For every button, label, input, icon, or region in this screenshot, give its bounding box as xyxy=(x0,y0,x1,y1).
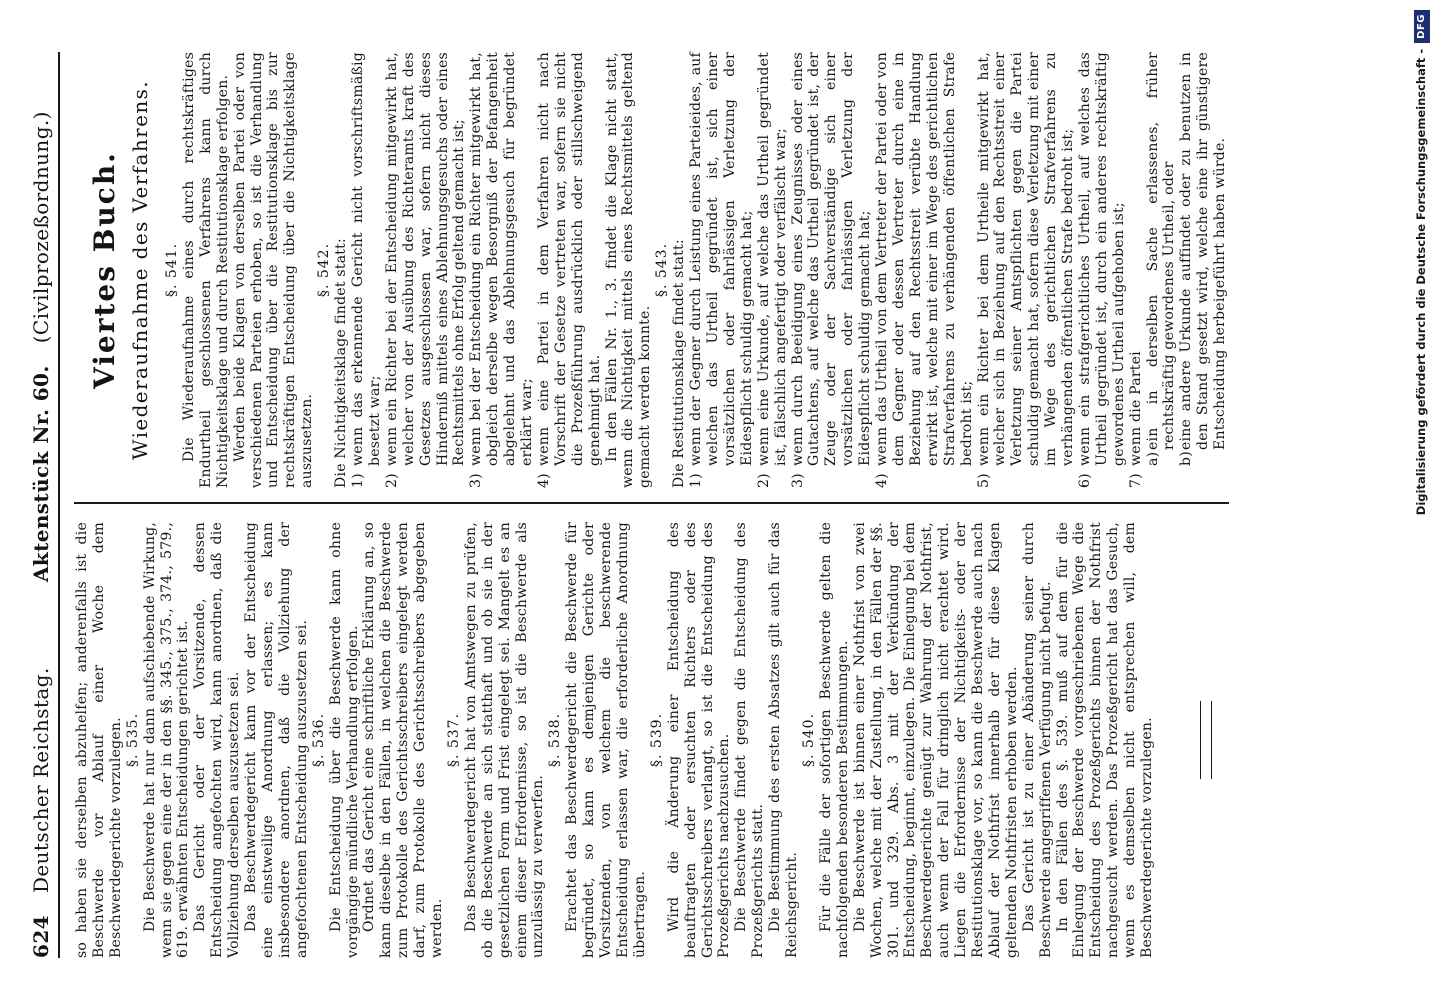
section-heading: §. 542. xyxy=(316,242,333,298)
imprint-text: Digitalisierung gefördert durch die Deutsche Forschungsgemeinschaft - xyxy=(1414,48,1428,516)
list-subitem xyxy=(1178,52,1229,488)
document-page xyxy=(8,8,1400,992)
paragraph: Das Gericht oder der Vorsitzende, dessen Entscheidung angefochten wird, kann anordnen, daß die Vollziehung derselben auszusetzen sei. xyxy=(192,522,243,958)
section-heading: §. 537. xyxy=(445,712,462,768)
page-number: 624 xyxy=(29,915,53,958)
list-item xyxy=(756,52,790,488)
paragraph: Die Bestimmung des ersten Absatzes gilt auch für das Reichsgericht. xyxy=(767,522,801,958)
list-number: 7) xyxy=(1127,473,1144,488)
list-text: wenn eine Partei in dem Verfahren nicht nach Vorschrift der Gesetze vertreten war, sofern sie nicht die Prozeßführung ausdrücklich oder stillschweigend genehmigt hat. xyxy=(535,52,603,466)
dfg-logo: DFG xyxy=(1414,10,1430,43)
section-heading: §. 541. xyxy=(164,242,180,298)
section-heading: §. 543. xyxy=(654,242,671,298)
paragraph: Erachtet das Beschwerdegericht die Beschwerde für begründet, so kann es demjenigen Gerichte oder Vorsitzenden, von welchem die beschwerende Entscheidung erlassen war, die erforderliche Anordnung übertragen. xyxy=(564,522,648,958)
list-number: 2) xyxy=(755,473,772,488)
book-subtitle: Wiederaufnahme des Verfahrens. xyxy=(128,79,152,461)
section-heading: §. 539. xyxy=(648,712,665,768)
list-text: wenn die Partei xyxy=(1127,351,1144,466)
list-number: 3) xyxy=(789,473,806,488)
digitization-imprint xyxy=(1408,4,1432,994)
list-item xyxy=(384,52,469,488)
list-text: eine andere Urkunde auffindet oder zu benutzen in den Stand gesetzt wird, welche eine ihr günstigere Entscheidung herbeigeführt haben würde. xyxy=(1178,52,1229,450)
list-number: 3) xyxy=(468,473,485,488)
left-column xyxy=(74,516,1212,958)
closing-rule xyxy=(1211,701,1212,779)
list-item xyxy=(536,52,604,488)
paragraph: Ordnet das Gericht eine schriftliche Erklärung an, so kann dieselbe in den Fällen, in welchen die Beschwerde zum Protokolle des Gerichtsschreibers eingelegt werden darf, zum Protokolle des Gerichtsschreibers abgegeben werden. xyxy=(361,522,446,958)
list-letter: a) xyxy=(1144,451,1161,466)
list-number: 5) xyxy=(975,473,992,488)
paragraph: In den Fällen des §. 539. muß auf dem für die Einlegung der Beschwerde vorgeschriebenen Wege die Entscheidung des Prozeßgerichts binnen der Nothfrist nachgesucht werden. Das Prozeßgericht hat das Gesuch, wenn es demselben nicht entsprechen will, dem Beschwerdegerichte vorzulegen. xyxy=(1054,522,1156,958)
document-number: Aktenstück Nr. 60. xyxy=(29,365,53,583)
list-text: ein in derselben Sache erlassenes, früher rechtskräftig gewordenes Urtheil, oder xyxy=(1144,52,1178,450)
paragraph: Wird die Änderung einer Entscheidung des beauftragten oder ersuchten Richters oder des Gerichtsschreibers verlangt, so ist die Entscheidung des Prozeßgerichts nachzusuchen. xyxy=(665,522,733,958)
paragraph: Die Beschwerde ist binnen einer Nothfrist von zwei Wochen, welche mit der Zustellung, in den Fällen der §§. 301. und 329. Abs. 3 mit der Verkündung der Entscheidung, beginnt, einzulegen. Die Einlegung bei dem Beschwerdegerichte genügt zur Wahrung der Nothfrist, auch wenn der Fall für dringlich nicht erachtet wird. Liegen die Erfordernisse der Nichtigkeits- oder der Restitutionsklage vor, so kann die Beschwerde auch nach Ablauf der Nothfrist innerhalb der für diese Klagen geltenden Nothfristen erhoben werden. xyxy=(851,522,1020,958)
list-number: 1) xyxy=(688,473,705,488)
list-text: wenn ein strafgerichtliches Urtheil, auf welches das Urtheil gegründet ist, durch ein anderes rechtskräftig gewordenes Urtheil aufgehoben ist; xyxy=(1076,52,1127,466)
paragraph: Das Gericht ist zu einer Abänderung seiner durch Beschwerde angegriffenen Verfügung nicht befugt. xyxy=(1020,522,1054,958)
section-heading: §. 536. xyxy=(310,712,327,768)
list-item xyxy=(350,52,384,488)
paragraph: Das Beschwerdegericht hat von Amtswegen zu prüfen, ob die Beschwerde an sich statthaft und ob sie in der gesetzlichen Form und Frist eingelegt sei. Mangelt es an einem dieser Erfordernisse, so ist die Beschwerde als unzulässig zu verwerfen. xyxy=(462,522,547,958)
paragraph: Das Beschwerdegericht kann vor der Entscheidung eine einstweilige Anordnung erlassen; es kann insbesondere anordnen, daß die Vollziehung der angefochtenen Entscheidung auszusetzen sei. xyxy=(243,522,310,958)
list-number: 2) xyxy=(383,473,400,488)
section-heading: §. 535. xyxy=(124,712,141,768)
list-item xyxy=(976,52,1077,488)
paragraph: Die Restitutionsklage findet statt: xyxy=(671,239,688,488)
paragraph: Die Entscheidung über die Beschwerde kann ohne vorgängige mündliche Verhandlung erfolgen. xyxy=(327,522,361,958)
section-heading: §. 540. xyxy=(800,712,817,768)
section-heading: §. 538. xyxy=(547,712,564,768)
list-number: 6) xyxy=(1076,473,1093,488)
paragraph: Die Wiederaufnahme eines durch rechtskräftiges Endurtheil geschlossenen Verfahrens kann durch Nichtigkeitsklage und durch Restitutionsklage erfolgen. xyxy=(180,52,231,488)
list-item xyxy=(790,52,875,488)
list-text: wenn der Gegner durch Leistung eines Parteieides, auf welchen das Urtheil gegründet ist, sich einer vorsätzlichen oder fahrlässigen Verletzung der Eidespflicht schuldig gemacht hat; xyxy=(688,52,755,466)
publication-title: Deutscher Reichstag. xyxy=(29,667,53,894)
paragraph: so haben sie derselben abzuhelfen; anderenfalls ist die Beschwerde vor Ablauf einer Woche dem Beschwerdegerichte vorzulegen. xyxy=(74,522,124,958)
list-item xyxy=(468,52,536,488)
paragraph: Werden beide Klagen von derselben Partei oder von verschiedenen Parteien erhoben, so ist die Verhandlung und Entscheidung über die Restitutionsklage bis zur rechtskräftigen Entscheidung über die Nichtigkeitsklage auszusetzen. xyxy=(231,52,316,488)
list-text: wenn ein Richter bei dem Urtheile mitgewirkt hat, welcher sich in Beziehung auf den Rechtsstreit einer Verletzung seiner Amtspflichten gegen die Partei schuldig gemacht hat, sofern diese Verletzung mit einer im Wege des gerichtlichen Strafverfahrens zu verhängenden öffentlichen Strafe bedroht ist; xyxy=(975,52,1077,466)
right-column xyxy=(74,52,1229,504)
list-text: wenn bei der Entscheidung ein Richter mitgewirkt hat, obgleich derselbe wegen Besorgniß der Befangenheit abgelehnt und das Ablehnungsgesuch für begründet erklärt war; xyxy=(468,52,536,466)
list-item xyxy=(1077,52,1128,488)
list-text: wenn das erkennende Gericht nicht vorschriftsmäßig besetzt war; xyxy=(349,52,383,466)
paragraph: Die Beschwerde hat nur dann aufschiebende Wirkung, wenn sie gegen eine der in den §§. 345., 375., 374., 579., 619. erwähnten Entscheidungen gerichtet ist. xyxy=(141,522,192,958)
paragraph: In den Fällen Nr. 1., 3. findet die Klage nicht statt, wenn die Nichtigkeit mittels eines Rechtsmittels geltend gemacht werden konnte. xyxy=(603,52,654,488)
closing-rule xyxy=(1200,701,1201,779)
paragraph: Die Beschwerde findet gegen die Entscheidung des Prozeßgerichts statt. xyxy=(733,522,767,958)
list-text: wenn ein Richter bei der Entscheidung mitgewirkt hat, welcher von der Ausübung des Richteramts kraft des Gesetzes ausgeschlossen war, sofern nicht dieses Hinderniß mittels eines Ablehnungsgesuchs oder eines Rechtsmittels ohne Erfolg geltend gemacht ist; xyxy=(383,52,468,466)
list-letter: b) xyxy=(1178,451,1195,466)
list-number: 4) xyxy=(535,473,552,488)
list-item xyxy=(688,52,756,488)
document-topic: (Civilprozeßordnung.) xyxy=(29,111,53,344)
list-number: 1) xyxy=(349,473,366,488)
list-text: wenn eine Urkunde, auf welche das Urtheil gegründet ist, fälschlich angefertigt oder verfälscht war; xyxy=(755,52,789,466)
list-item xyxy=(1128,52,1145,488)
list-item xyxy=(874,52,975,488)
list-text: wenn durch Beeidigung eines Zeugnisses oder eines Gutachtens, auf welche das Urtheil gegründet ist, der Zeuge oder der Sachverständige sich einer vorsätzlichen oder fahrlässigen Verletzung der Eidespflicht schuldig gemacht hat; xyxy=(789,52,874,466)
paragraph: Für die Fälle der sofortigen Beschwerde gelten die nachfolgenden besonderen Bestimmungen. xyxy=(817,522,851,958)
list-number: 4) xyxy=(874,473,891,488)
book-title: Viertes Buch. xyxy=(88,151,121,389)
running-head xyxy=(28,52,60,958)
list-text: wenn das Urtheil von dem Vertreter der Partei oder von dem Gegner oder dessen Vertreter durch eine in Beziehung auf den Rechtsstreit verübte Handlung erwirkt ist, welche mit einer im Wege des gerichtlichen Strafverfahrens zu verhängenden öffentlichen Strafe bedroht ist; xyxy=(874,52,975,466)
paragraph: Die Nichtigkeitsklage findet statt: xyxy=(333,237,350,488)
list-subitem xyxy=(1145,52,1179,488)
